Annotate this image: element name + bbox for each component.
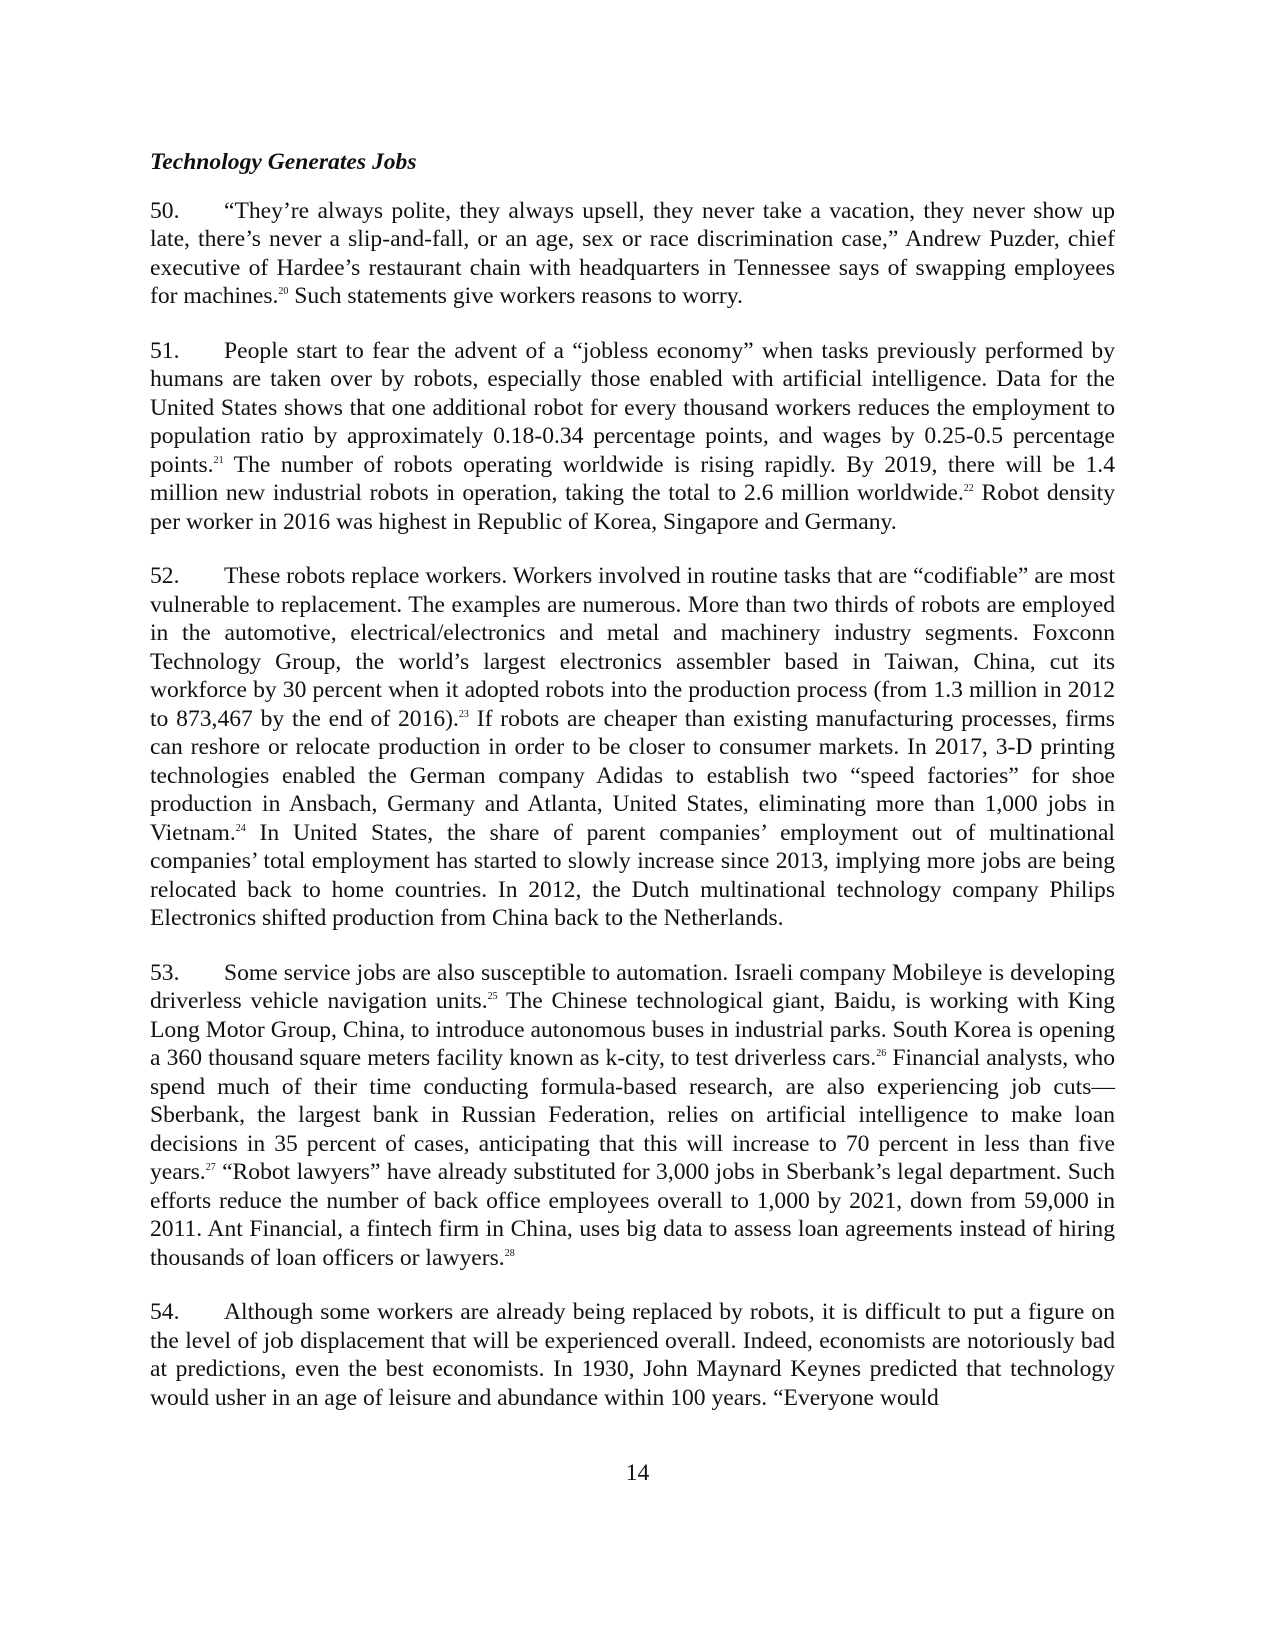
paragraph-54: 54. Although some workers are already being replaced by robots, it is difficult to put a figure on the level of job displacement that will be experienced overall. Indeed, economists are notoriously bad at predictions, even the best economists. In 1930, John Maynard Keynes predicted that technology would usher in an age of leisure and abundance within 100 years. “Everyone would bbox=[150, 1299, 1115, 1411]
paragraph-53: 53. Some service jobs are also susceptible to automation. Israeli company Mobileye is developing driverless vehicle navigation units.$^{25}$ The Chinese technological giant, Baidu, is working with King Long Motor Group, China, to introduce autonomous buses in industrial parks. South Korea is opening a 360 thousand square meters facility known as k-city, to test driverless cars.$^{26}$ Financial analysts, who spend much of their time conducting formula-based research, are also experiencing job cuts—Sberbank, the largest bank in Russian Federation, relies on artificial intelligence to make loan decisions in 35 percent of cases, anticipating that this will increase to 70 percent in less than five years.$^{27}$ “Robot lawyers” have already substituted for 3,000 jobs in Sberbank’s legal department. Such efforts reduce the number of back office employees overall to 1,000 by 2021, down from 59,000 in 2011. Ant Financial, a fintech firm in China, uses big data to assess loan agreements instead of hiring thousands of loan officers or lawyers.$^{28}$ bbox=[150, 959, 1115, 1271]
paragraph-number: 53. bbox=[150, 959, 180, 986]
paragraph-52: 52. These robots replace workers. Workers involved in routine tasks that are “codifiable” are most vulnerable to replacement. The examples are numerous. More than two thirds of robots are employed in the automotive, electrical/electronics and metal and machinery industry segments. Foxconn Technology Group, the world’s largest electronics assembler based in Taiwan, China, cut its workforce by 30 percent when it adopted robots into the production process (from 1.3 million in 2012 to 873,467 by the end of 2016).$^{23}$ If robots are cheaper than existing manufacturing processes, firms can reshore or relocate production in order to be closer to consumer markets. In 2017, 3-D printing technologies enabled the German company Adidas to establish two “speed factories” for shoe production in Ansbach, Germany and Atlanta, United States, eliminating more than 1,000 jobs in Vietnam.$^{24}$ In United States, the share of parent companies’ employment out of multinational companies’ total employment has started to slowly increase since 2013, implying more jobs are being relocated back to home countries. In 2012, the Dutch multinational technology company Philips Electronics shifted production from China back to the Netherlands. bbox=[150, 563, 1115, 931]
page-number: 14 bbox=[625, 1460, 650, 1486]
footnote-ref-25[interactable]: 25 bbox=[487, 991, 498, 1002]
footnote-ref-21[interactable]: 21 bbox=[213, 454, 224, 466]
footnote-ref-23[interactable]: 23 bbox=[458, 708, 469, 720]
paragraph-number: 52. bbox=[150, 563, 180, 589]
document-page bbox=[150, 148, 1115, 1438]
section-heading: Technology Generates Jobs bbox=[150, 149, 417, 175]
footnote-ref-20[interactable]: 20 bbox=[278, 286, 289, 297]
paragraph-51: 51. People start to fear the advent of a “jobless economy” when tasks previously performed by humans are taken over by robots, especially those enabled with artificial intelligence. Data for the United States shows that one additional robot for every thousand workers reduces the employment to population ratio by approximately 0.18-0.34 percentage points, and wages by 0.25-0.5 percentage points.$^{21}$ The number of robots operating worldwide is rising rapidly. By 2019, there will be 1.4 million new industrial robots in operation, taking the total to 2.6 million worldwide.$^{22}$ Robot density per worker in 2016 was highest in Republic of Korea, Singapore and Germany. bbox=[150, 337, 1116, 535]
footnote-ref-28[interactable]: 28 bbox=[504, 1247, 515, 1259]
footnote-ref-27[interactable]: 27 bbox=[205, 1162, 216, 1173]
footnote-ref-24[interactable]: 24 bbox=[235, 822, 246, 834]
paragraph-number: 50. bbox=[150, 197, 180, 224]
footnote-ref-26[interactable]: 26 bbox=[876, 1048, 887, 1059]
footnote-ref-22[interactable]: 22 bbox=[963, 483, 974, 494]
paragraph-number: 54. bbox=[150, 1299, 180, 1325]
paragraph-number: 51. bbox=[150, 337, 180, 364]
paragraph-50: 50. “They’re always polite, they always upsell, they never take a vacation, they never show up late, there’s never a slip-and-fall, or an age, sex or race discrimination case,” Andrew Puzder, chief executive of Hardee’s restaurant chain with headquarters in Tennessee says of swapping employees for machines.$^{20}$ Such statements give workers reasons to worry. bbox=[150, 197, 1115, 309]
